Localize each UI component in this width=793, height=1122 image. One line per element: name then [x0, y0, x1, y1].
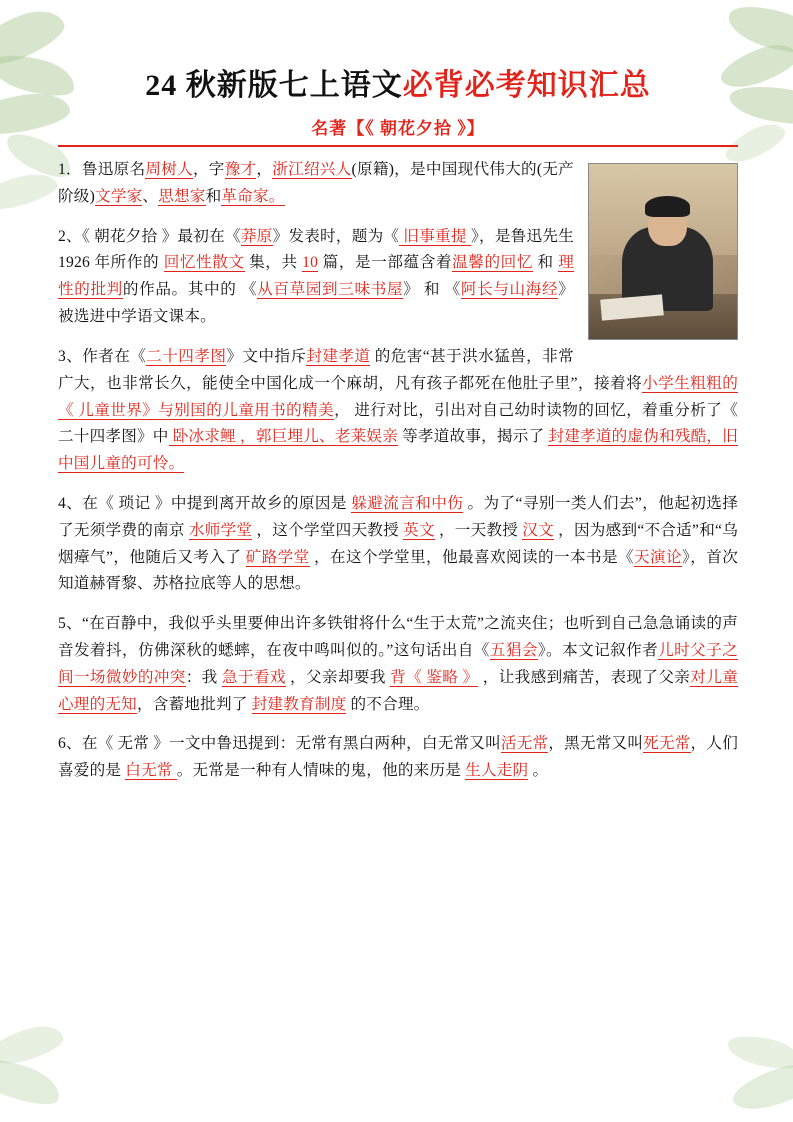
item-text-segment: 天演论: [633, 548, 682, 566]
item-text-segment: 》被选进中学语文课本。: [58, 281, 574, 326]
knowledge-item: [58, 611, 738, 718]
item-text-segment: 。为了“寻别一类人们去”，他起初选择了无须学费的南京: [58, 494, 739, 539]
item-text-segment: ，在这个学堂里，他最喜欢阅读的一本书是《: [309, 548, 634, 566]
item-number: 1．: [58, 161, 82, 178]
item-number: 3、: [58, 347, 83, 365]
item-text-segment: 封建孝道: [306, 347, 371, 365]
knowledge-item: [58, 344, 738, 478]
item-text-segment: ，这个学堂四天教授: [252, 521, 404, 539]
item-text-segment: 儿时父子之间一场微妙的冲突: [58, 642, 738, 686]
item-text-segment: 温馨的回忆: [452, 254, 534, 272]
item-text-segment: ，因为感到“不合适”和“乌烟瘴气”，他随后又考入了: [58, 521, 738, 566]
item-text-segment: 生人走阴: [465, 762, 529, 780]
item-text-segment: ，字: [192, 161, 225, 178]
leaf-decoration-bottom-left: [0, 942, 140, 1122]
item-text-segment: 卧冰求鲤 ，郭巨埋儿、老莱娱亲: [168, 428, 399, 446]
item-text-segment: 理性的批判: [58, 254, 574, 299]
item-number: 2、: [58, 227, 82, 245]
item-text-segment: 》 和 《: [403, 281, 461, 299]
subtitle-divider: [58, 145, 738, 147]
knowledge-item: [58, 731, 738, 785]
item-text-segment: 活无常: [500, 735, 549, 753]
item-text-segment: 。无常是一种有人情味的鬼，他的来历是: [176, 762, 466, 780]
item-text-segment: 五猖会: [489, 642, 538, 659]
item-text-segment: 《 朝花夕拾 》最初在《: [81, 227, 241, 245]
item-text-segment: 革命家: [221, 187, 269, 205]
item-text-segment: (原籍)，是中国现代伟大的(无产阶级): [58, 161, 574, 205]
item-text-segment: 回忆性散文: [163, 254, 245, 272]
item-number: 5、: [58, 615, 82, 633]
item-text-segment: 从百草园到三味书屋: [257, 281, 404, 299]
item-text-segment: 水师学堂: [188, 521, 253, 539]
item-text-segment: 集，共: [244, 254, 303, 272]
item-text-segment: 作者在《: [82, 347, 147, 365]
item-text-segment: “在百静中，我似乎头里要伸出许多铁钳将什么“生于太荒”之流夹住；也听到自己急急诵读的声音发着抖，仿佛深秋的蟋蟀，在夜中鸣叫似的。”这句话出自《: [58, 615, 738, 659]
item-text-segment: ，黑无常又叫: [548, 735, 644, 753]
item-text-segment: 和: [533, 254, 559, 272]
item-text-segment: ，父亲却要我: [285, 668, 391, 686]
item-text-segment: 旧事重提: [399, 227, 471, 245]
page-title-black: 24 秋新版七上语文: [145, 69, 403, 102]
item-text-segment: 》文中指斥: [226, 347, 307, 365]
item-text-segment: 急于看戏: [221, 668, 286, 686]
item-text-segment: 背《 鉴略 》: [390, 668, 479, 686]
item-text-segment: ，含蓄地批判了: [136, 695, 252, 713]
item-text-segment: 莽原: [240, 227, 273, 245]
item-text-segment: 的危害“甚于洪水猛兽，非常广大，也非常长久，能使全中国化成一个麻胡，凡有孩子都死在他肚子里”，接着将: [58, 347, 643, 392]
item-text-segment: 。: [268, 187, 285, 205]
item-text-segment: 鲁迅原名: [81, 161, 146, 178]
item-text-segment: 英文: [403, 521, 435, 539]
page-title-red: 必背必考知识汇总: [402, 69, 651, 102]
item-text-segment: 封建孝道的虚伪和残酷，旧中国儿童的可怜。: [58, 428, 739, 473]
document-content: [58, 60, 738, 798]
item-text-segment: ，人们喜爱的是: [58, 735, 738, 780]
item-text-segment: 》，首次知道赫胥黎、苏格拉底等人的思想。: [58, 548, 738, 593]
item-text-segment: 矿路学堂: [245, 548, 310, 566]
item-text-segment: 小学生粗粗的《 儿童世界》与别国的儿童用书的精美: [58, 374, 738, 419]
page-title: [58, 60, 738, 104]
item-text-segment: 在《 无常 》一文中鲁迅提到：无常有黑白两种，白无常又叫: [81, 735, 501, 753]
item-text-segment: 死无常: [643, 735, 691, 753]
item-text-segment: ：我: [185, 668, 222, 686]
item-text-segment: 躲避流言和中伤: [351, 494, 464, 512]
item-text-segment: 对儿童心理的无知: [58, 668, 738, 713]
item-text-segment: 的作品。其中的 《: [122, 281, 258, 299]
knowledge-item: [58, 491, 738, 598]
item-text-segment: 豫才: [224, 161, 257, 178]
item-text-segment: ， 进行对比，引出对自己幼时读物的回忆，着重分析了《 二十四孝图》中: [58, 401, 738, 446]
item-text-segment: 汉文: [522, 521, 554, 539]
item-text-segment: 篇，是一部蕴含着: [318, 254, 453, 272]
item-text-segment: 周树人: [145, 161, 193, 178]
item-number: 4、: [58, 494, 83, 512]
item-text-segment: 文学家: [94, 187, 143, 205]
item-text-segment: 的不合理。: [346, 695, 430, 713]
item-text-segment: ，一天教授: [434, 521, 523, 539]
item-text-segment: 等孝道故事，揭示了: [398, 428, 549, 446]
item-text-segment: 浙江绍兴人: [272, 161, 352, 178]
item-text-segment: ，让我感到痛苦，表现了父亲: [478, 668, 691, 686]
leaf-decoration-bottom-right: [653, 942, 793, 1122]
item-number: 6、: [58, 735, 82, 753]
item-text-segment: 封建教育制度: [251, 695, 347, 713]
item-text-segment: 在《 琐记 》中提到离开故乡的原因是: [82, 494, 352, 512]
item-text-segment: 阿长与山海经: [460, 281, 559, 299]
item-text-segment: 10: [302, 254, 319, 272]
item-text-segment: 。: [528, 762, 549, 780]
item-text-segment: 白无常: [125, 762, 177, 780]
section-subtitle: 名著【《 朝花夕拾 》】: [311, 119, 485, 138]
item-text-segment: 》，是鲁迅先生 1926 年所作的: [58, 227, 574, 272]
subtitle-wrapper: [58, 114, 738, 141]
author-portrait-image: [588, 163, 738, 340]
item-text-segment: 二十四孝图: [146, 347, 227, 365]
item-text-segment: 》。本文记叙作者: [537, 642, 659, 659]
item-text-segment: 、: [142, 187, 159, 205]
item-text-segment: 和: [205, 187, 222, 205]
item-text-segment: 思想家: [158, 187, 206, 205]
item-text-segment: 》发表时，题为《: [272, 227, 400, 245]
item-text-segment: ，: [256, 161, 273, 178]
